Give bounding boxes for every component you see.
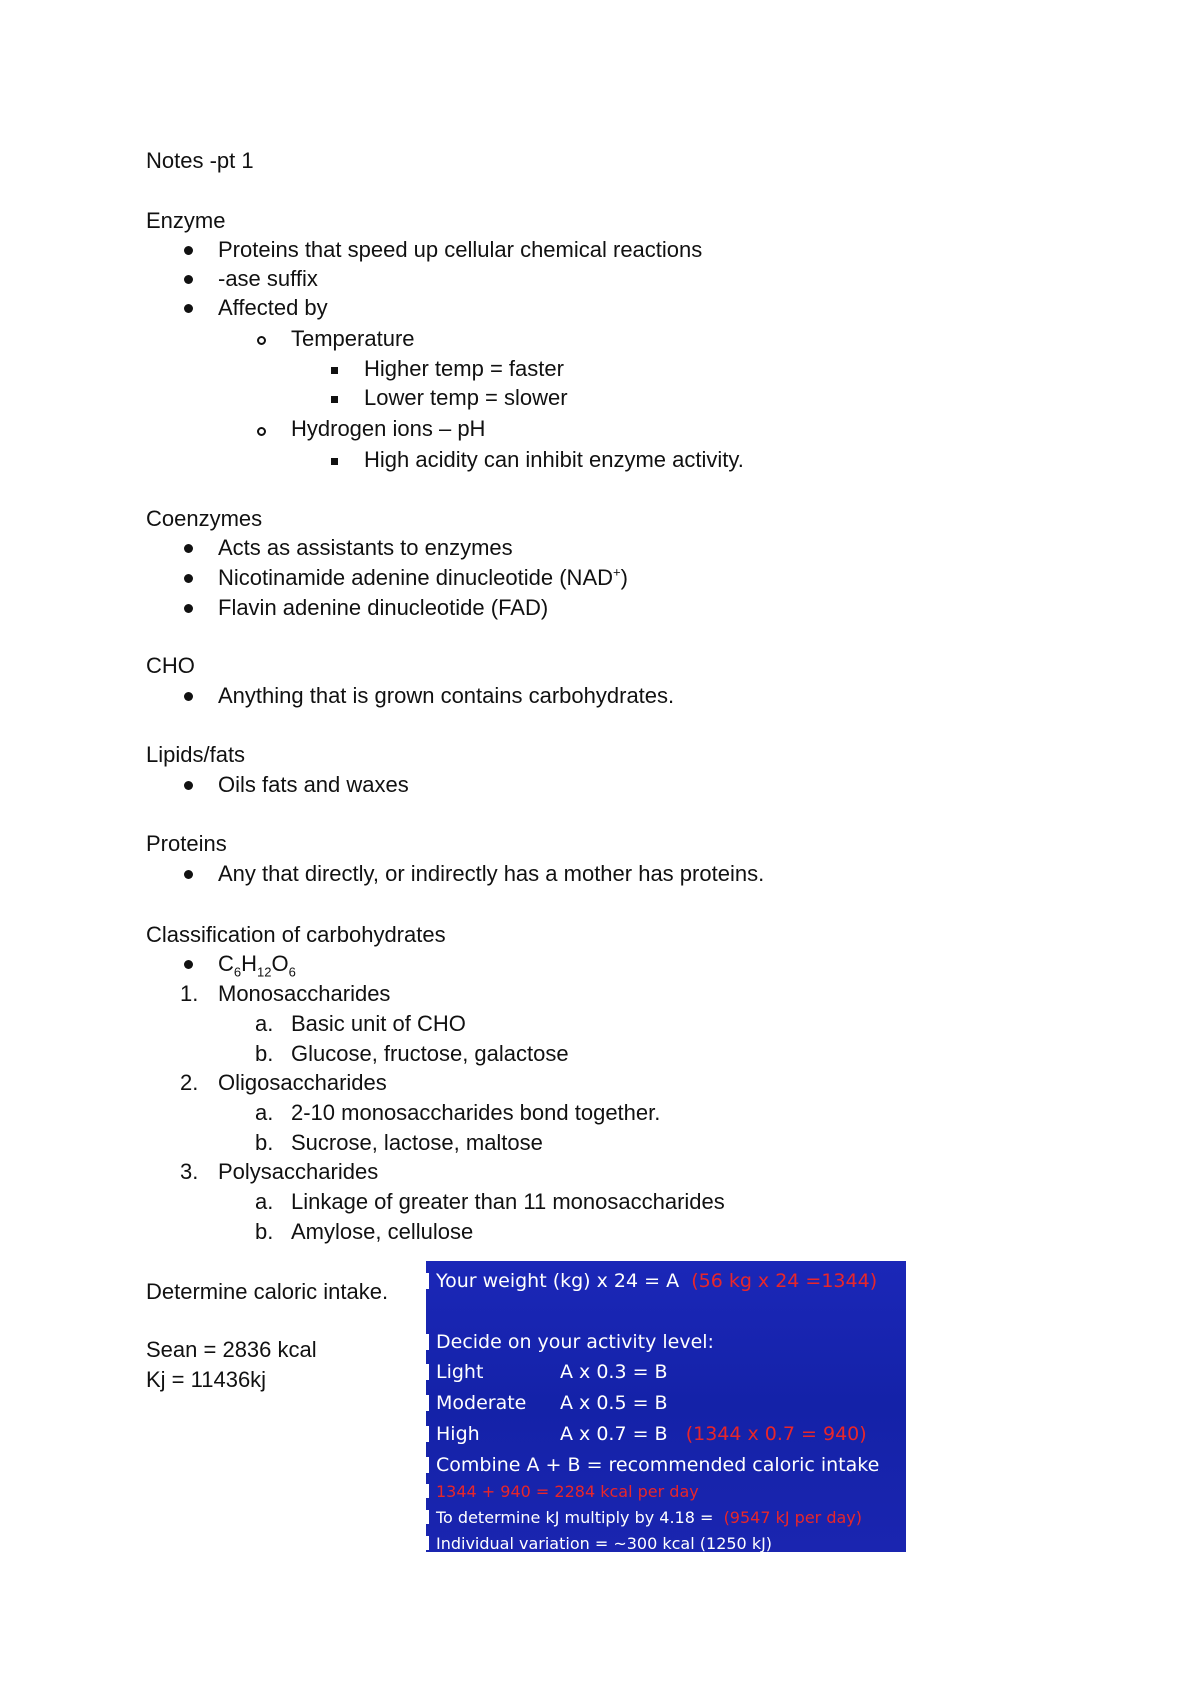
slide-line-high: High [436, 1423, 480, 1445]
list-item: Linkage of greater than 11 monosaccharides [291, 1189, 725, 1214]
slide-line-total: 1344 + 940 = 2284 kcal per day [436, 1482, 699, 1501]
list-item: Nicotinamide adenine dinucleotide (NAD+) [218, 564, 628, 590]
square-bullet-icon [331, 367, 338, 374]
section-heading-classification: Classification of carbohydrates [146, 922, 446, 947]
slide-bullet-icon [426, 1484, 429, 1498]
slide-bullet-icon [426, 1457, 429, 1473]
list-letter: a. [255, 1189, 274, 1214]
list-letter: b. [255, 1041, 274, 1066]
list-item: Monosaccharides [218, 981, 391, 1006]
list-item: Amylose, cellulose [291, 1219, 474, 1244]
circle-bullet-icon [257, 427, 266, 436]
square-bullet-icon [331, 458, 338, 465]
list-item: Oligosaccharides [218, 1070, 387, 1095]
caloric-kj: Kj = 11436kj [146, 1367, 267, 1392]
caloric-kcal: Sean = 2836 kcal [146, 1337, 317, 1362]
list-number: 3. [180, 1159, 199, 1184]
list-item: Acts as assistants to enzymes [218, 535, 513, 560]
list-number: 1. [180, 981, 199, 1006]
list-item: Anything that is grown contains carbohydrates. [218, 683, 675, 708]
list-item: Lower temp = slower [364, 385, 568, 410]
list-item: Hydrogen ions – pH [291, 416, 486, 441]
slide-bullet-icon [426, 1426, 429, 1442]
bullet-icon [184, 574, 193, 583]
bullet-icon [184, 960, 193, 969]
page-title: Notes -pt 1 [146, 148, 254, 173]
slide-line-variation: Individual variation = ~300 kcal (1250 kJ) [436, 1534, 773, 1552]
bullet-icon [184, 246, 193, 255]
bullet-icon [184, 544, 193, 553]
bullet-icon [184, 275, 193, 284]
list-item: Oils fats and waxes [218, 772, 409, 797]
bullet-icon [184, 781, 193, 790]
chemical-formula: $C_6H_{12}O_6$ [218, 951, 296, 980]
list-item: 2-10 monosaccharides bond together. [291, 1100, 661, 1125]
bullet-icon [184, 692, 193, 701]
slide-formula-moderate: A x 0.5 = B [560, 1392, 668, 1414]
section-heading-cho: CHO [146, 653, 195, 678]
list-item: Flavin adenine dinucleotide (FAD) [218, 595, 549, 620]
slide-bullet-icon [426, 1273, 429, 1289]
slide-bullet-icon [426, 1536, 429, 1550]
list-item: Higher temp = faster [364, 356, 564, 381]
list-item: Temperature [291, 326, 415, 351]
list-item: Basic unit of CHO [291, 1011, 466, 1036]
circle-bullet-icon [257, 336, 266, 345]
section-heading-lipids: Lipids/fats [146, 742, 246, 767]
slide-line-combine: Combine A + B = recommended caloric intake [436, 1454, 880, 1476]
slide-line-activity: Decide on your activity level: [436, 1331, 714, 1353]
list-item: Sucrose, lactose, maltose [291, 1130, 543, 1155]
slide-line-moderate: Moderate [436, 1392, 527, 1414]
slide-line-kj: To determine kJ multiply by 4.18 = (9547 kJ per day) [436, 1508, 863, 1527]
list-item: Affected by [218, 295, 328, 320]
section-heading-enzyme: Enzyme [146, 208, 226, 233]
slide-bullet-icon [426, 1510, 429, 1524]
list-item: Any that directly, or indirectly has a mother has proteins. [218, 861, 765, 886]
list-letter: b. [255, 1219, 274, 1244]
square-bullet-icon [331, 396, 338, 403]
section-heading-caloric: Determine caloric intake. [146, 1279, 389, 1304]
list-number: 2. [180, 1070, 199, 1095]
slide-formula-light: A x 0.3 = B [560, 1361, 668, 1383]
list-item: -ase suffix [218, 266, 318, 291]
caloric-formula-slide [426, 1261, 906, 1552]
list-letter: b. [255, 1130, 274, 1155]
slide-bullet-icon [426, 1364, 429, 1380]
list-item: Polysaccharides [218, 1159, 379, 1184]
list-item: Proteins that speed up cellular chemical reactions [218, 237, 703, 262]
slide-bullet-icon [426, 1395, 429, 1411]
section-heading-coenzymes: Coenzymes [146, 506, 263, 531]
list-letter: a. [255, 1100, 274, 1125]
list-letter: a. [255, 1011, 274, 1036]
section-heading-proteins: Proteins [146, 831, 227, 856]
bullet-icon [184, 304, 193, 313]
slide-bullet-icon [426, 1334, 429, 1350]
slide-line-light: Light [436, 1361, 484, 1383]
list-item: High acidity can inhibit enzyme activity. [364, 447, 744, 472]
bullet-icon [184, 604, 193, 613]
bullet-icon [184, 870, 193, 879]
list-item: Glucose, fructose, galactose [291, 1041, 569, 1066]
slide-line-weight: Your weight (kg) x 24 = A (56 kg x 24 =1344) [436, 1270, 878, 1292]
slide-formula-high: A x 0.7 = B (1344 x 0.7 = 940) [560, 1423, 867, 1445]
